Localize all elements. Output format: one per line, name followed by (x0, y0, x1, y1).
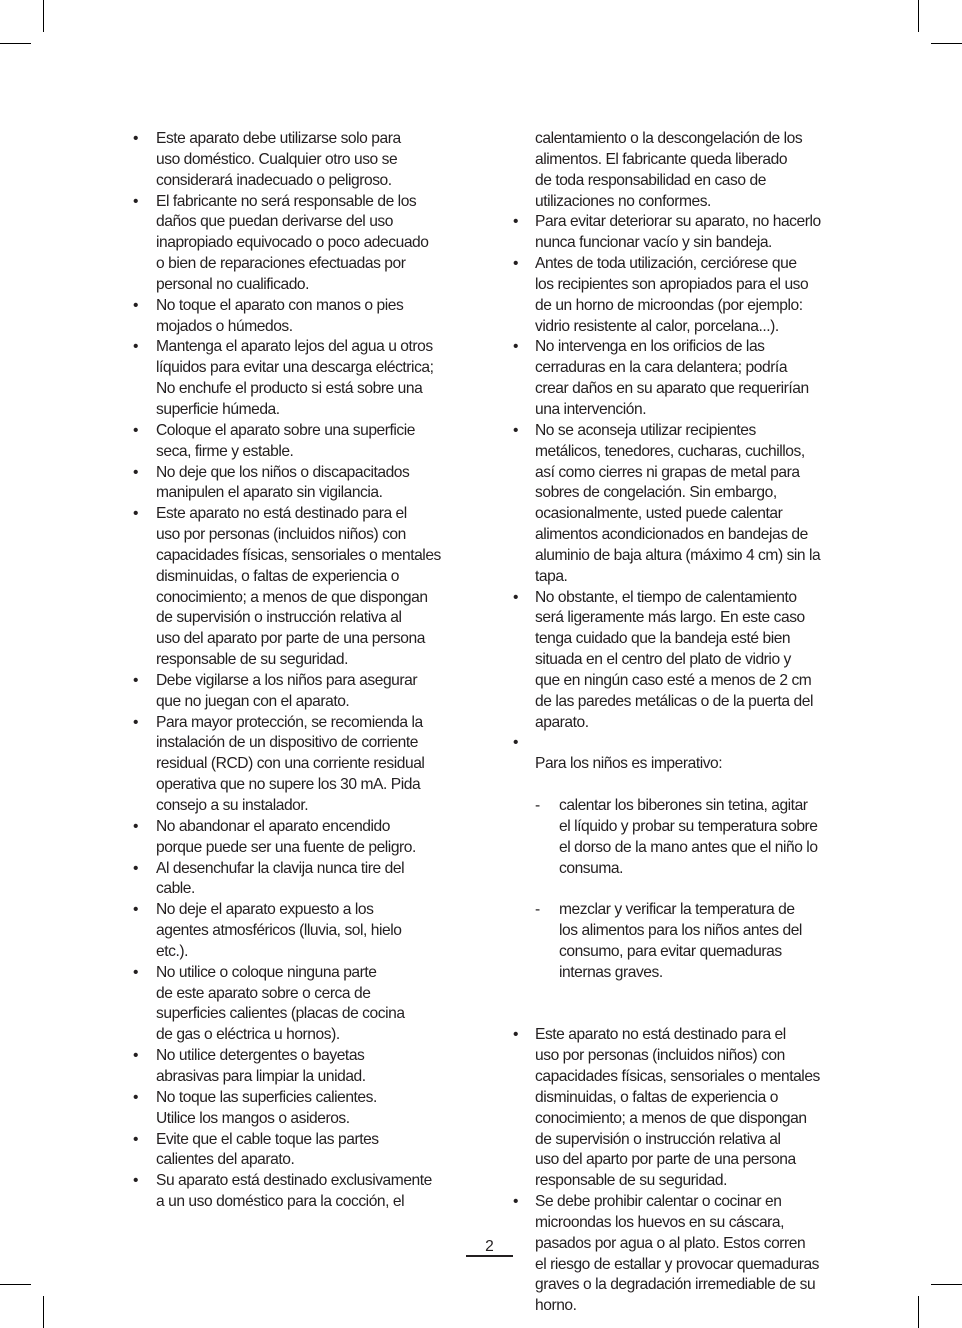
bullet-item (133, 671, 483, 713)
bullet-text: No se aconseja utilizar recipientes metálicos, tenedores, cucharas, cuchillos, así como cierres ni grapas de metal para sobres de congelación. Sin embargo, ocasionalmente, usted puede calentar alimentos acondicionados en bandejas de aluminio de baja altura (máximo 4 cm) sin la tapa. (535, 421, 821, 585)
bullet-marker: • (513, 1026, 519, 1044)
crop-mark-top-left-horizontal (0, 43, 31, 44)
bullet-text: Para mayor protección, se recomienda la instalación de un dispositivo de corriente residual (RCD) con una corriente residual operativa que no supere los 30 mA. Pida consejo a su instalador. (156, 713, 425, 814)
bullet-text: Coloque el aparato sobre una superficie seca, firme y estable. (156, 421, 415, 460)
bullet-text: No deje el aparato expuesto a los agentes atmosféricos (lluvia, sol, hielo etc.). (156, 901, 402, 960)
bullet-text: No deje que los niños o discapacitados manipulen el aparato sin vigilancia. (156, 463, 410, 502)
bullet-marker: • (133, 192, 139, 210)
crop-mark-bottom-left-vertical (43, 1296, 44, 1328)
bullet-marker: • (133, 671, 139, 689)
dash-marker: - (535, 901, 540, 919)
right-bullet-list (513, 129, 858, 1317)
bullet-item (133, 337, 483, 420)
bullet-marker: • (133, 817, 139, 835)
bullet-marker: • (133, 1088, 139, 1106)
bullet-item (513, 212, 858, 254)
bullet-marker: • (133, 505, 139, 523)
bullet-marker: • (133, 130, 139, 147)
bullet-marker: • (513, 588, 519, 606)
bullet-item (133, 296, 483, 338)
bullet-item (133, 859, 483, 901)
bullet-text: Este aparato no está destinado para el uso por personas (incluidos niños) con capacidades físicas, sensoriales o mentales disminuidas, o faltas de experiencia o conocimiento; a menos de que dispongan de supervisión o instrucción relativa al uso del aparato por parte de una persona responsable de su seguridad. (156, 505, 441, 669)
bullet-item-children (513, 733, 858, 1025)
dash-text: calentar los biberones sin tetina, agitar el líquido y probar su temperatura sobre el dorso de la mano antes que el niño lo consuma. (559, 797, 818, 877)
bullet-text: No utilice detergentes o bayetas abrasivas para limpiar la unidad. (156, 1047, 366, 1085)
page-number: 2 (485, 1238, 494, 1255)
bullet-marker: • (513, 338, 519, 356)
bullet-item (513, 588, 858, 734)
bullet-marker: • (133, 421, 139, 439)
bullet-item (133, 192, 483, 296)
left-column (133, 129, 483, 1213)
crop-mark-top-left-vertical (43, 0, 44, 32)
bullet-marker: • (513, 213, 519, 231)
bullet-text: Debe vigilarse a los niños para asegurar que no juegan con el aparato. (156, 671, 418, 710)
bullet-marker: • (513, 734, 519, 752)
left-bullet-list (133, 129, 483, 1213)
bullet-marker: • (133, 1130, 139, 1148)
crop-mark-bottom-right-vertical (918, 1296, 919, 1328)
continuation-paragraph (513, 129, 858, 212)
bullet-marker: • (133, 713, 139, 731)
bullet-text: Para los niños es imperativo: (535, 755, 723, 773)
bullet-marker: • (133, 963, 139, 981)
bullet-text: Este aparato no está destinado para el uso por personas (incluidos niños) con capacidades físicas, sensoriales o mentales disminuidas, o faltas de experiencia o conocimiento; a menos de que dispongan de supervisión o instrucción relativa al uso del aparto por parte de una persona responsable de su seguridad. (535, 1026, 820, 1190)
bullet-text: Antes de toda utilización, cerciórese que los recipientes son apropiados para el uso de un horno de microondas (por ejemplo: vidrio resistente al calor, porcelana...). (535, 255, 809, 335)
crop-mark-bottom-left-horizontal (0, 1284, 31, 1285)
bullet-text: No utilice o coloque ninguna parte de este aparato sobre o cerca de superficies calientes (placas de cocina de gas o eléctrica u hornos). (156, 963, 405, 1044)
crop-mark-top-right-vertical (918, 0, 919, 32)
bullet-text: No toque las superficies calientes. Utilice los mangos o asideros. (156, 1088, 377, 1127)
bullet-item (513, 337, 858, 420)
bullet-text: No toque el aparato con manos o pies mojados o húmedos. (156, 296, 404, 335)
bullet-text: No obstante, el tiempo de calentamiento será ligeramente más largo. En este caso tenga cuidado que la bandeja esté bien situada en el centro del plato de vidrio y que en ningún caso esté a menos de 2 cm de las paredes metálicas o de la puerta del aparato. (535, 588, 813, 731)
bullet-marker: • (133, 1047, 139, 1065)
dash-item (535, 900, 858, 983)
crop-mark-bottom-right-horizontal (931, 1284, 962, 1285)
bullet-text: Evite que el cable toque las partes calientes del aparato. (156, 1130, 379, 1169)
bullet-item (133, 1130, 483, 1172)
bullet-marker: • (133, 1172, 139, 1190)
dash-marker: - (535, 797, 540, 814)
bullet-marker: • (513, 1193, 519, 1211)
bullet-item (513, 1025, 858, 1192)
bullet-item (133, 713, 483, 817)
bullet-marker: • (513, 421, 519, 439)
bullet-item (133, 817, 483, 859)
bullet-marker: • (133, 296, 139, 314)
bullet-text: No abandonar el aparato encendido porque puede ser una fuente de peligro. (156, 817, 416, 856)
bullet-text: Este aparato debe utilizarse solo para uso doméstico. Cualquier otro uso se considerará inadecuado o peligroso. (156, 130, 401, 189)
bullet-item (133, 1088, 483, 1130)
bullet-item (513, 254, 858, 337)
bullet-item (133, 900, 483, 963)
bullet-item (513, 421, 858, 588)
bullet-text: Mantenga el aparato lejos del agua u otros líquidos para evitar una descarga eléctrica; No enchufe el producto si está sobre una superficie húmeda. (156, 338, 434, 418)
bullet-text: Se debe prohibir calentar o cocinar en microondas los huevos en su cáscara, pasados por agua o al plato. Estos corren el riesgo de estallar y provocar quemaduras graves o la degradación irremediable de su horno. (535, 1193, 820, 1315)
bullet-text: No intervenga en los orificios de las cerraduras en la cara delantera; podría crear daños en su aparato que requerirían una intervención. (535, 338, 809, 418)
bullet-item (133, 1046, 483, 1088)
bullet-marker: • (513, 255, 519, 273)
continuation-text: calentamiento o la descongelación de los alimentos. El fabricante queda liberado de toda responsabilidad en caso de utilizaciones no conformes. (535, 130, 803, 210)
bullet-item (133, 129, 483, 192)
bullet-text: Para evitar deteriorar su aparato, no hacerlo nunca funcionar vacío y sin bandeja. (535, 213, 821, 252)
page-number-underline (466, 1255, 513, 1257)
bullet-item (133, 421, 483, 463)
bullet-item (133, 463, 483, 505)
bullet-item (133, 504, 483, 671)
right-column (513, 129, 858, 1317)
bullet-item (133, 1171, 483, 1213)
bullet-marker: • (133, 859, 139, 877)
dash-text: mezclar y verificar la temperatura de los alimentos para los niños antes del consumo, para evitar quemaduras internas graves. (559, 901, 802, 981)
bullet-marker: • (133, 338, 139, 356)
dash-item (535, 796, 858, 879)
dash-sublist (535, 775, 858, 1004)
bullet-text: El fabricante no será responsable de los daños que puedan derivarse del uso inapropiado equivocado o poco adecuado o bien de reparaciones efectuadas por personal no cualificado. (156, 192, 429, 293)
crop-mark-top-right-horizontal (931, 43, 962, 44)
bullet-text: Al desenchufar la clavija nunca tire del cable. (156, 859, 405, 898)
bullet-item (513, 1192, 858, 1317)
bullet-item (133, 963, 483, 1046)
bullet-marker: • (133, 463, 139, 481)
bullet-text: Su aparato está destinado exclusivamente a un uso doméstico para la cocción, el (156, 1172, 432, 1211)
bullet-marker: • (133, 901, 139, 919)
